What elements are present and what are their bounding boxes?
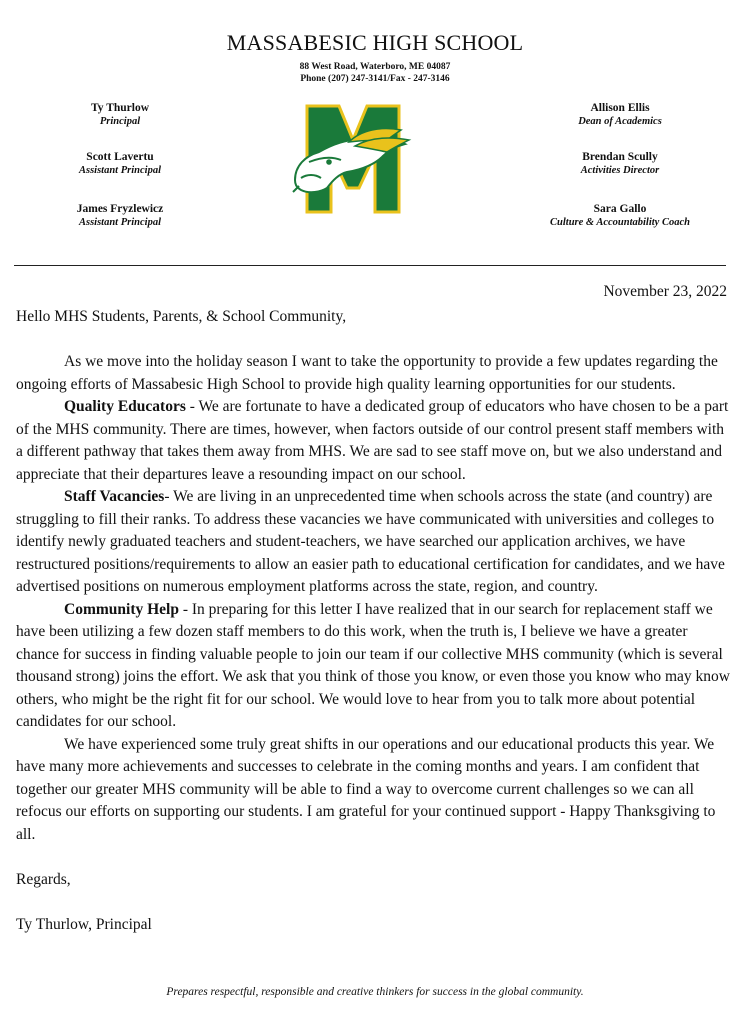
header-divider [14,265,726,266]
staff-name: Sara Gallo [593,203,647,215]
conclusion-paragraph: We have experienced some truly great shifts in our operations and our educational products this year. We have many more achievements and successes to celebrate in the coming months and years. I am confident that together our greater MHS community will be able to find a way to overcome current challenges so we can all refocus our efforts on supporting our students. I am grateful for your continued support - Happy Thanksgiving to all. [16,735,716,843]
staff-name: Ty Thurlow [90,102,150,114]
staff-entry [0,202,250,251]
section-text: - In preparing for this letter I have realized that in our search for replacement staff we have been utilizing a few dozen staff members to do this work, when the truth is, I believe we have a greater chance for success in finding valuable people to join our team if our collective MHS community (which is several thousand strong) joins the effort. We ask that you think of those you know, or even those you know who may know others, who might be the right fit for our school. We would love to hear from you to talk more about potential candidates for our school. [16,600,730,730]
signature: Ty Thurlow, Principal [16,915,152,933]
staff-title: Culture & Accountability Coach [550,217,690,228]
staff-title: Activities Director [580,165,660,176]
section-paragraph [16,599,730,734]
mustang-logo-icon [289,100,417,215]
letter-body [16,306,730,936]
section-paragraph [16,396,730,486]
section-paragraph [16,486,730,599]
section-heading: Community Help [64,600,179,618]
staff-entry [0,101,250,150]
staff-title: Assistant Principal [79,165,161,176]
address-line: 88 West Road, Waterboro, ME 04087 [299,62,451,72]
section-heading: Staff Vacancies [64,488,165,505]
closing: Regards, [16,870,71,888]
intro-paragraph: As we move into the holiday season I want to take the opportunity to provide a few updates regarding the ongoing efforts of Massabesic High School to provide high quality learning opportunities for our students. [16,353,718,393]
school-contact [0,61,750,85]
section-text: - We are living in an unprecedented time when schools across the state (and country) are struggling to fill their ranks. To address these vacancies we have communicated with universities and colleges to identify newly graduated teachers and student-teachers, we have searched our application archives, we have restructured positions/requirements to allow an easier path to educational certification for candidates, and we have advertised positions on numerous employment platforms across the state, region, and country. [16,488,725,595]
staff-name: Allison Ellis [590,102,650,114]
school-motto: Prepares respectful, responsible and creative thinkers for success in the global community. [166,986,584,998]
section-text: - We are fortunate to have a dedicated group of educators who have chosen to be a part of the MHS community. There are times, however, when factors outside of our control present staff members with a different pathway that takes them away from MHS. We are sad to see staff move on, but we also understand and appreciate that their departures leave a resounding impact on our school. [16,398,729,483]
letter-date: November 23, 2022 [603,283,727,300]
section-heading: Quality Educators [64,398,186,415]
staff-entry [490,150,750,202]
staff-title: Dean of Academics [578,116,662,127]
staff-name: Brendan Scully [582,151,658,163]
staff-entry [490,101,750,150]
staff-title: Assistant Principal [79,217,161,228]
staff-name: James Fryzlewicz [76,203,164,215]
staff-entry [0,150,250,202]
staff-list-left [0,101,250,251]
greeting: Hello MHS Students, Parents, & School Community, [16,308,347,325]
phone-line: Phone (207) 247-3141/Fax - 247-3146 [300,74,450,84]
staff-list-right [490,101,750,251]
staff-name: Scott Lavertu [86,151,154,163]
staff-entry [490,202,750,251]
staff-title: Principal [99,116,141,127]
school-name: MASSABESIC HIGH SCHOOL [226,30,524,55]
